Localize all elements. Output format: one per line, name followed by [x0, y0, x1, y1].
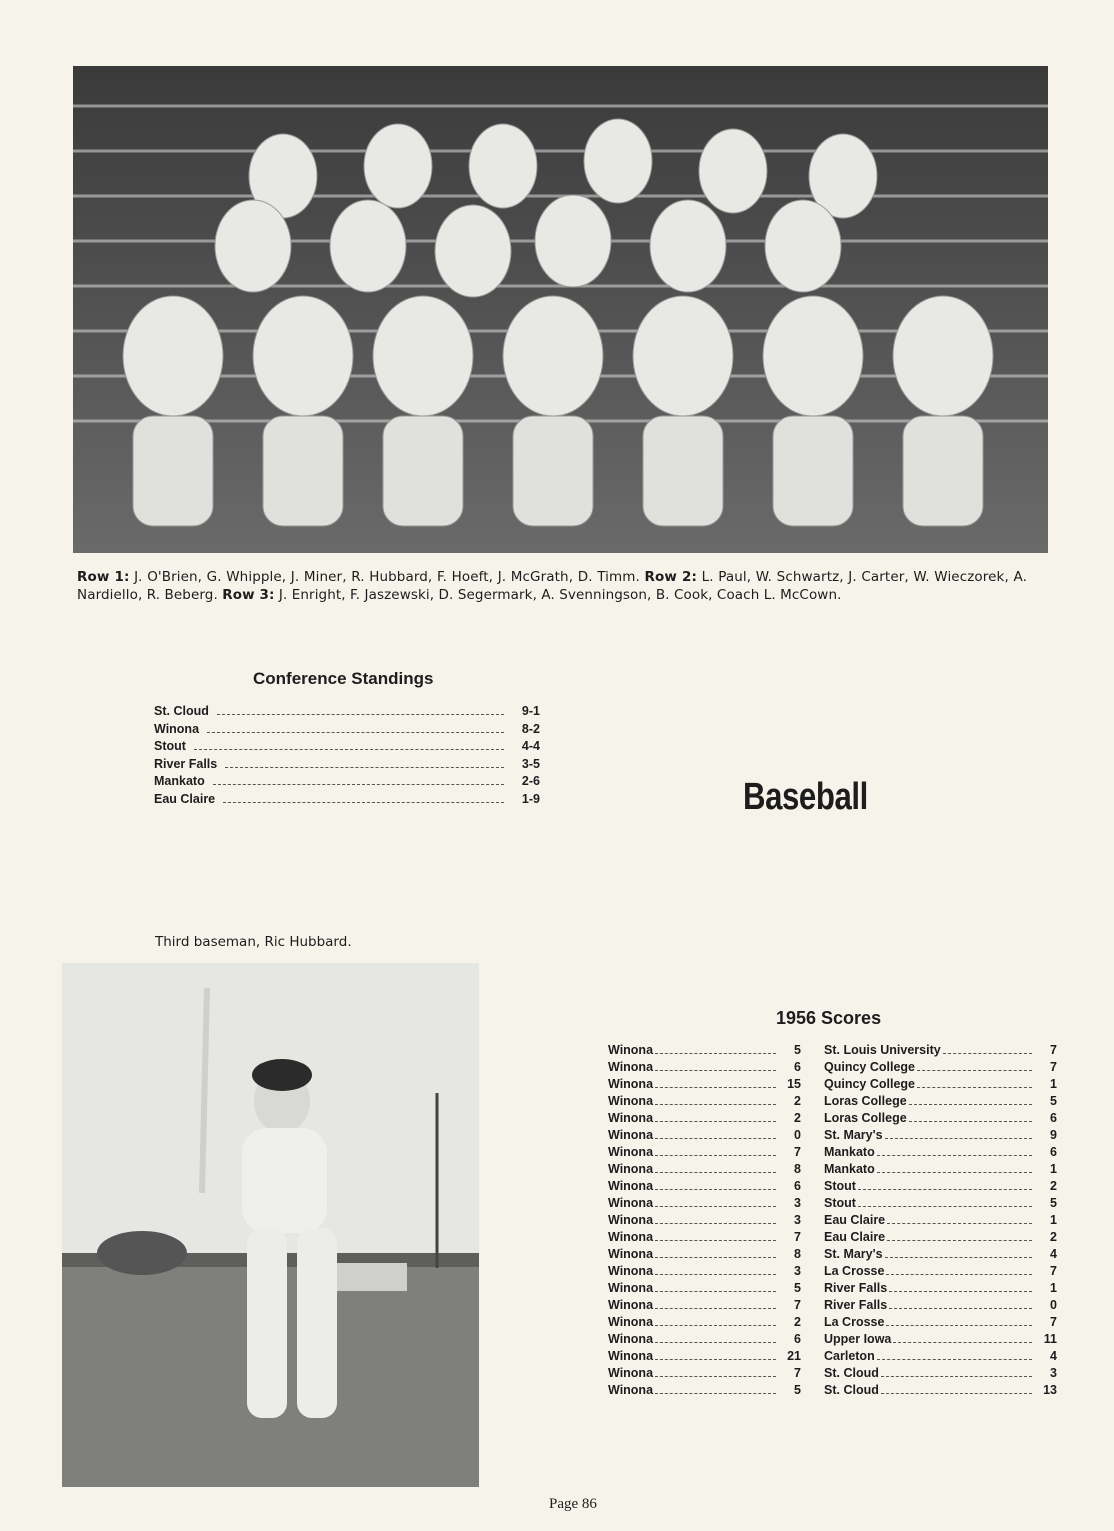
winona-score-team: Winona — [608, 1298, 654, 1312]
opponent-score-score: 2 — [1050, 1230, 1057, 1244]
opponent-score-row — [824, 1366, 1057, 1383]
winona-score-team: Winona — [608, 1162, 654, 1176]
winona-score-team: Winona — [608, 1043, 654, 1057]
winona-score-row — [608, 1366, 801, 1383]
standings-row — [154, 739, 540, 757]
leader-dots — [655, 1308, 776, 1309]
opponent-score-team: Mankato — [824, 1145, 875, 1159]
opponent-score-score: 2 — [1050, 1179, 1057, 1193]
opponent-score-team: Upper Iowa — [824, 1332, 892, 1346]
batter-photo — [62, 963, 479, 1487]
winona-score-score: 7 — [794, 1145, 801, 1159]
standings-row — [154, 704, 540, 722]
leader-dots — [655, 1325, 776, 1326]
standings-team: St. Cloud — [154, 704, 209, 718]
leader-dots — [655, 1121, 776, 1122]
row3-names: J. Enright, F. Jaszewski, D. Segermark, A. Svenningson, B. Cook, Coach L. McCown. — [278, 587, 842, 603]
row2-names: L. Paul, W. Schwartz, J. Carter, W. Wieczorek, A. Nardiello, R. Beberg. — [77, 569, 1027, 603]
leader-dots — [655, 1376, 776, 1377]
opponent-score-row — [824, 1230, 1057, 1247]
team-photo — [73, 66, 1048, 553]
winona-score-score: 2 — [794, 1111, 801, 1125]
opponent-score-row — [824, 1043, 1057, 1060]
opponent-score-team: Stout — [824, 1179, 856, 1193]
leader-dots — [917, 1087, 1032, 1088]
winona-score-row — [608, 1043, 801, 1060]
leader-dots — [213, 784, 504, 785]
leader-dots — [893, 1342, 1032, 1343]
leader-dots — [655, 1257, 776, 1258]
winona-score-row — [608, 1230, 801, 1247]
opponent-score-score: 5 — [1050, 1094, 1057, 1108]
winona-score-score: 5 — [794, 1383, 801, 1397]
winona-score-team: Winona — [608, 1128, 654, 1142]
leader-dots — [194, 749, 504, 750]
leader-dots — [207, 732, 504, 733]
leader-dots — [655, 1393, 776, 1394]
opponent-score-row — [824, 1281, 1057, 1298]
leader-dots — [889, 1308, 1032, 1309]
leader-dots — [655, 1359, 776, 1360]
opponent-score-score: 1 — [1050, 1162, 1057, 1176]
leader-dots — [877, 1155, 1032, 1156]
opponent-score-score: 6 — [1050, 1145, 1057, 1159]
winona-score-team: Winona — [608, 1315, 654, 1329]
section-title: Baseball — [743, 776, 868, 818]
winona-score-score: 15 — [787, 1077, 801, 1091]
standings-title: Conference Standings — [253, 669, 434, 688]
winona-score-team: Winona — [608, 1332, 654, 1346]
winona-score-row — [608, 1281, 801, 1298]
opponent-score-team: St. Mary's — [824, 1247, 883, 1261]
standings-row — [154, 722, 540, 740]
opponent-score-row — [824, 1213, 1057, 1230]
opponent-score-team: Stout — [824, 1196, 856, 1210]
opponent-score-row — [824, 1315, 1057, 1332]
leader-dots — [909, 1121, 1032, 1122]
winona-score-team: Winona — [608, 1196, 654, 1210]
scores-title: 1956 Scores — [776, 1008, 882, 1028]
opponent-score-team: Quincy College — [824, 1077, 915, 1091]
opponent-score-score: 7 — [1050, 1060, 1057, 1074]
team-photo-caption — [77, 568, 1027, 604]
opponent-score-row — [824, 1332, 1057, 1349]
leader-dots — [885, 1257, 1032, 1258]
leader-dots — [655, 1223, 776, 1224]
winona-score-team: Winona — [608, 1366, 654, 1380]
team-photo-image — [73, 66, 1048, 553]
page-number: Page 86 — [549, 1496, 597, 1512]
winona-score-score: 3 — [794, 1196, 801, 1210]
winona-score-team: Winona — [608, 1349, 654, 1363]
winona-score-team: Winona — [608, 1111, 654, 1125]
standings-record: 8-2 — [521, 721, 540, 736]
standings-record: 9-1 — [521, 704, 540, 718]
opponent-score-row — [824, 1077, 1057, 1094]
winona-score-score: 7 — [794, 1298, 801, 1312]
standings-row — [154, 774, 540, 792]
winona-score-row — [608, 1315, 801, 1332]
standings-team: River Falls — [154, 756, 218, 771]
winona-score-score: 7 — [794, 1366, 801, 1380]
winona-score-score: 5 — [794, 1043, 801, 1057]
leader-dots — [655, 1087, 776, 1088]
opponent-score-score: 1 — [1050, 1077, 1057, 1091]
leader-dots — [655, 1172, 776, 1173]
opponent-score-score: 1 — [1050, 1213, 1057, 1227]
winona-score-score: 6 — [794, 1060, 801, 1074]
winona-score-team: Winona — [608, 1213, 654, 1227]
opponent-score-row — [824, 1145, 1057, 1162]
leader-dots — [225, 767, 504, 768]
leader-dots — [887, 1240, 1032, 1241]
winona-score-row — [608, 1094, 801, 1111]
leader-dots — [655, 1291, 776, 1292]
opponent-score-team: Loras College — [824, 1111, 907, 1125]
winona-score-row — [608, 1128, 801, 1145]
leader-dots — [655, 1104, 776, 1105]
opponent-score-row — [824, 1247, 1057, 1264]
leader-dots — [943, 1053, 1032, 1054]
winona-score-score: 3 — [794, 1213, 801, 1227]
opponent-score-row — [824, 1349, 1057, 1366]
leader-dots — [886, 1325, 1032, 1326]
row1-names: J. O'Brien, G. Whipple, J. Miner, R. Hubbard, F. Hoeft, J. McGrath, D. Timm. — [134, 569, 640, 585]
leader-dots — [655, 1053, 776, 1054]
opponent-score-row — [824, 1128, 1057, 1145]
winona-score-row — [608, 1264, 801, 1281]
winona-score-row — [608, 1162, 801, 1179]
leader-dots — [877, 1172, 1032, 1173]
opponent-score-team: St. Cloud — [824, 1383, 879, 1397]
standings-team: Stout — [154, 739, 186, 753]
winona-score-row — [608, 1298, 801, 1315]
winona-score-team: Winona — [608, 1145, 654, 1159]
leader-dots — [655, 1189, 776, 1190]
leader-dots — [223, 802, 504, 803]
leader-dots — [655, 1240, 776, 1241]
batter-photo-image — [62, 963, 479, 1487]
winona-score-score: 6 — [794, 1179, 801, 1193]
scores-right-column — [824, 1043, 1057, 1400]
leader-dots — [877, 1359, 1032, 1360]
leader-dots — [217, 714, 504, 715]
winona-score-row — [608, 1332, 801, 1349]
winona-score-score: 2 — [794, 1315, 801, 1329]
leader-dots — [858, 1189, 1032, 1190]
opponent-score-score: 7 — [1050, 1315, 1057, 1329]
opponent-score-team: River Falls — [824, 1298, 888, 1312]
leader-dots — [886, 1274, 1032, 1275]
leader-dots — [655, 1070, 776, 1071]
leader-dots — [655, 1138, 776, 1139]
winona-score-team: Winona — [608, 1247, 654, 1261]
opponent-score-team: Mankato — [824, 1162, 875, 1176]
opponent-score-row — [824, 1060, 1057, 1077]
opponent-score-team: St. Cloud — [824, 1366, 879, 1380]
winona-score-score: 0 — [794, 1128, 801, 1142]
leader-dots — [881, 1376, 1032, 1377]
opponent-score-team: La Crosse — [824, 1264, 885, 1278]
opponent-score-row — [824, 1094, 1057, 1111]
opponent-score-score: 0 — [1050, 1298, 1057, 1312]
opponent-score-score: 4 — [1050, 1349, 1057, 1363]
standings-row — [154, 792, 540, 810]
scores-left-column — [608, 1043, 801, 1400]
opponent-score-team: River Falls — [824, 1281, 888, 1295]
standings-record: 4-4 — [521, 739, 540, 753]
winona-score-team: Winona — [608, 1179, 654, 1193]
opponent-score-team: St. Mary's — [824, 1128, 883, 1142]
winona-score-score: 21 — [787, 1349, 801, 1363]
opponent-score-row — [824, 1383, 1057, 1400]
winona-score-score: 5 — [794, 1281, 801, 1295]
opponent-score-score: 9 — [1050, 1128, 1057, 1142]
winona-score-score: 2 — [794, 1094, 801, 1108]
winona-score-score: 8 — [794, 1162, 801, 1176]
winona-score-team: Winona — [608, 1281, 654, 1295]
winona-score-team: Winona — [608, 1094, 654, 1108]
opponent-score-team: Loras College — [824, 1094, 907, 1108]
leader-dots — [655, 1206, 776, 1207]
opponent-score-row — [824, 1196, 1057, 1213]
leader-dots — [881, 1393, 1032, 1394]
opponent-score-score: 11 — [1043, 1332, 1057, 1346]
standings-list — [154, 704, 540, 809]
opponent-score-team: Quincy College — [824, 1060, 915, 1074]
winona-score-team: Winona — [608, 1383, 654, 1397]
opponent-score-row — [824, 1162, 1057, 1179]
winona-score-row — [608, 1383, 801, 1400]
winona-score-row — [608, 1247, 801, 1264]
leader-dots — [858, 1206, 1032, 1207]
row1-label: Row 1: — [77, 569, 130, 585]
opponent-score-team: Eau Claire — [824, 1213, 886, 1227]
winona-score-row — [608, 1213, 801, 1230]
winona-score-row — [608, 1179, 801, 1196]
winona-score-row — [608, 1111, 801, 1128]
opponent-score-team: La Crosse — [824, 1315, 885, 1329]
opponent-score-row — [824, 1179, 1057, 1196]
leader-dots — [889, 1291, 1032, 1292]
opponent-score-score: 13 — [1043, 1383, 1057, 1397]
winona-score-team: Winona — [608, 1077, 654, 1091]
opponent-score-row — [824, 1111, 1057, 1128]
opponent-score-score: 7 — [1050, 1264, 1057, 1278]
standings-row — [154, 757, 540, 775]
opponent-score-score: 6 — [1050, 1111, 1057, 1125]
standings-record: 1-9 — [521, 791, 540, 806]
leader-dots — [887, 1223, 1032, 1224]
winona-score-team: Winona — [608, 1060, 654, 1074]
winona-score-score: 3 — [794, 1264, 801, 1278]
winona-score-row — [608, 1349, 801, 1366]
opponent-score-score: 5 — [1050, 1196, 1057, 1210]
leader-dots — [655, 1155, 776, 1156]
standings-record: 3-5 — [521, 756, 540, 771]
row3-label: Row 3: — [222, 587, 275, 603]
opponent-score-score: 3 — [1050, 1366, 1057, 1380]
opponent-score-team: Carleton — [824, 1349, 875, 1363]
winona-score-team: Winona — [608, 1264, 654, 1278]
opponent-score-row — [824, 1264, 1057, 1281]
batter-caption: Third baseman, Ric Hubbard. — [155, 934, 352, 950]
winona-score-team: Winona — [608, 1230, 654, 1244]
opponent-score-row — [824, 1298, 1057, 1315]
winona-score-score: 6 — [794, 1332, 801, 1346]
leader-dots — [655, 1342, 776, 1343]
opponent-score-score: 4 — [1050, 1247, 1057, 1261]
leader-dots — [655, 1274, 776, 1275]
opponent-score-score: 7 — [1050, 1043, 1057, 1057]
opponent-score-score: 1 — [1050, 1281, 1057, 1295]
leader-dots — [885, 1138, 1032, 1139]
winona-score-row — [608, 1077, 801, 1094]
opponent-score-team: St. Louis University — [824, 1043, 941, 1057]
winona-score-score: 7 — [794, 1230, 801, 1244]
leader-dots — [909, 1104, 1032, 1105]
winona-score-score: 8 — [794, 1247, 801, 1261]
row2-label: Row 2: — [644, 569, 697, 585]
standings-team: Winona — [154, 721, 200, 736]
winona-score-row — [608, 1196, 801, 1213]
leader-dots — [917, 1070, 1032, 1071]
opponent-score-team: Eau Claire — [824, 1230, 886, 1244]
standings-team: Mankato — [154, 774, 205, 788]
winona-score-row — [608, 1060, 801, 1077]
standings-team: Eau Claire — [154, 791, 216, 806]
winona-score-row — [608, 1145, 801, 1162]
standings-record: 2-6 — [521, 774, 540, 788]
